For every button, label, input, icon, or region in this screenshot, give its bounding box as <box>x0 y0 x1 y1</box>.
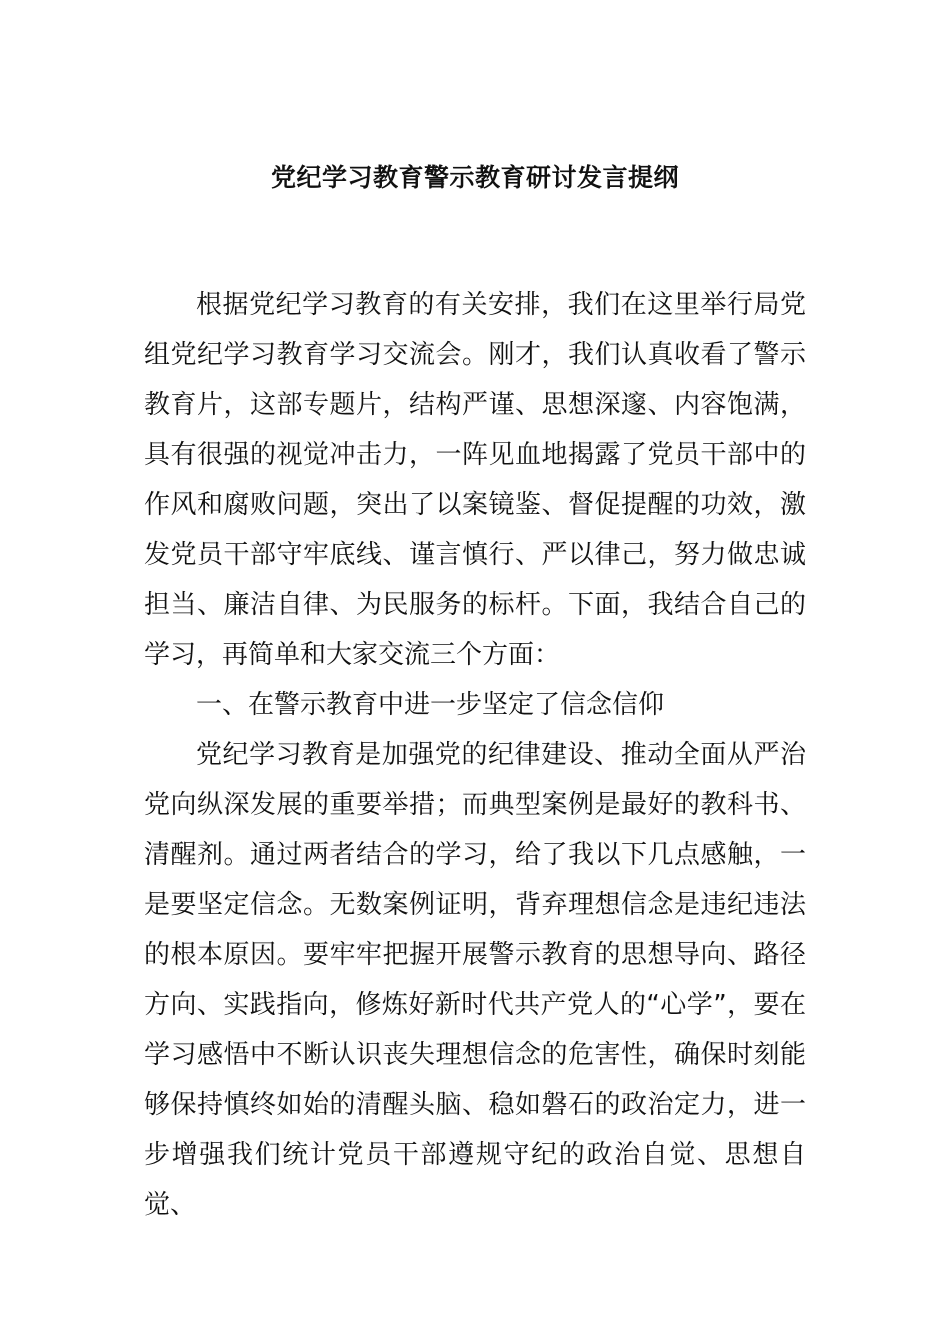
document-title: 党纪学习教育警示教育研讨发言提纲 <box>270 163 679 192</box>
section-heading-1: 一、在警示教育中进一步坚定了信念信仰 <box>196 690 665 720</box>
paragraph-section-1: 党纪学习教育是加强党的纪律建设、推动全面从严治党向纵深发展的重要举措；而典型案例是最好的教科书、清醒剂。通过两者结合的学习，给了我以下几点感触，一是要坚定信念。无数案例证明，背弃理想信念是违纪违法的根本原因。要牢牢把握开展警示教育的思想导向、路径方向、实践指向，修炼好新时代共产党人的“心学”，要在学习感悟中不断认识丧失理想信念的危害性，确保时刻能够保持慎终如始的清醒头脑、稳如磐石的政治定力，进一步增强我们统计党员干部遵规守纪的政治自觉、思想自觉、 <box>144 740 806 1220</box>
document-body <box>144 280 806 1230</box>
paragraph-intro: 根据党纪学习教育的有关安排，我们在这里举行局党组党纪学习教育学习交流会。刚才，我们认真收看了警示教育片，这部专题片，结构严谨、思想深邃、内容饱满，具有很强的视觉冲击力，一阵见血地揭露了党员干部中的作风和腐败问题，突出了以案镜鉴、督促提醒的功效，激发党员干部守牢底线、谨言慎行、严以律己，努力做忠诚担当、廉洁自律、为民服务的标杆。下面，我结合自己的学习，再简单和大家交流三个方面： <box>144 290 806 670</box>
